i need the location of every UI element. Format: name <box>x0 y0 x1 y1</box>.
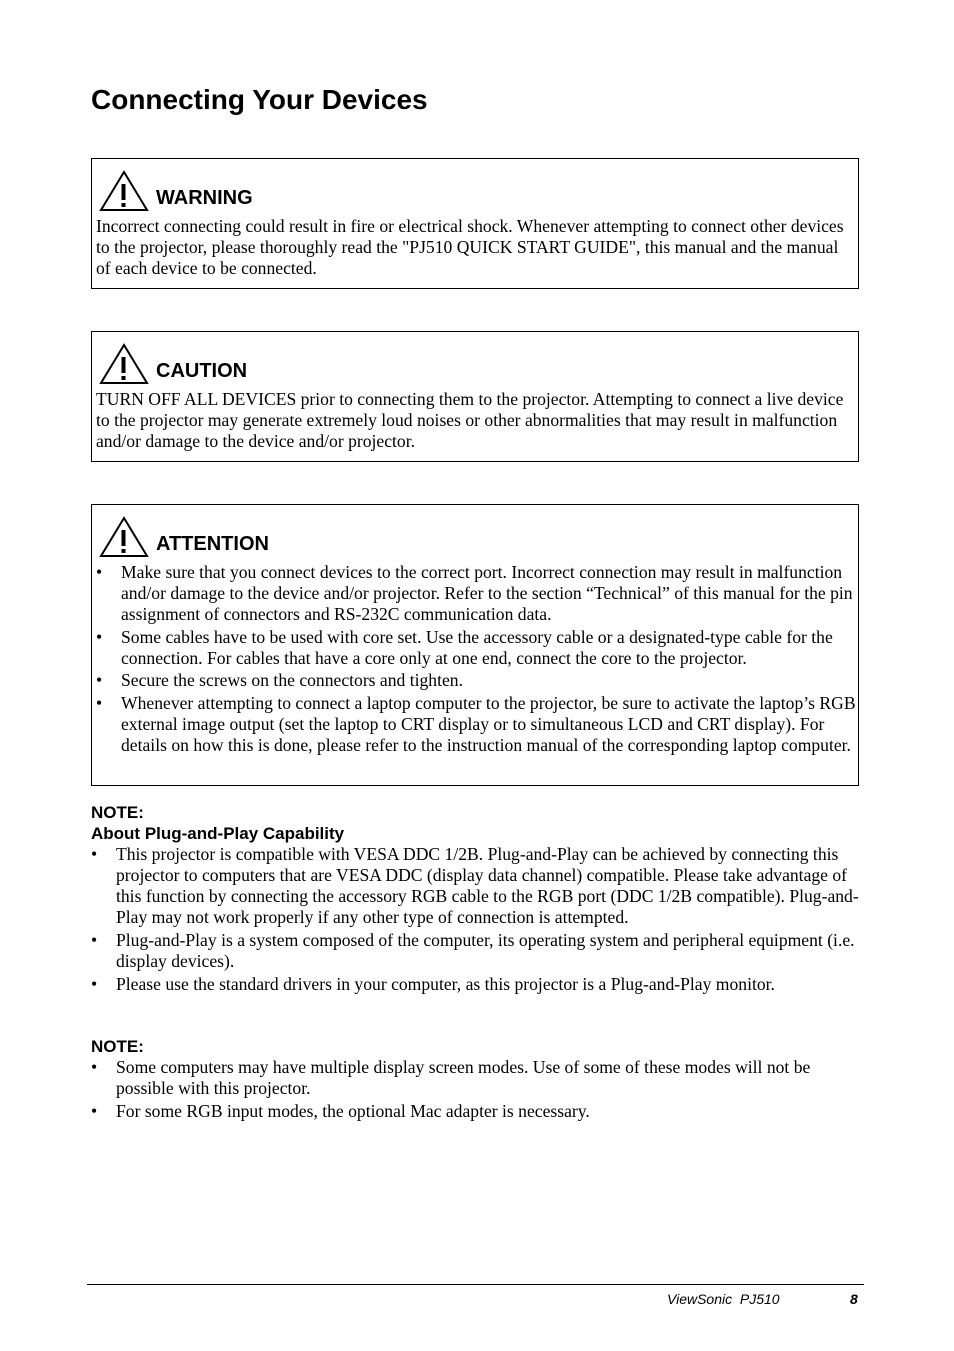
bullet: • <box>96 626 103 647</box>
bullet: • <box>96 693 103 714</box>
bullet: • <box>91 1100 98 1121</box>
attention-box <box>91 504 859 786</box>
list-item-text: Whenever attempting to connect a laptop computer to the projector, be sure to activate the laptop’s RGB external image output (set the laptop to CRT display or to simultaneous LCD and CRT display). For details on how this is done, please refer to the instruction manual of the corresponding laptop computer. <box>121 693 856 756</box>
note-label: NOTE: <box>91 1037 144 1056</box>
attention-label: ATTENTION <box>156 533 269 555</box>
list-item <box>96 693 856 756</box>
list-item <box>91 1057 861 1099</box>
list-item-text: For some RGB input modes, the optional Mac adapter is necessary. <box>116 1100 590 1121</box>
list-item-text: Please use the standard drivers in your computer, as this projector is a Plug-and-Play monitor. <box>116 973 775 994</box>
note-label: NOTE: <box>91 803 144 822</box>
list-item <box>91 930 861 972</box>
page-title: Connecting Your Devices <box>91 84 428 115</box>
note-list <box>91 1057 861 1122</box>
bullet: • <box>91 973 98 994</box>
list-item-text: Secure the screws on the connectors and tighten. <box>121 670 463 691</box>
bullet: • <box>91 1057 98 1077</box>
footer-product: ViewSonic PJ510 <box>667 1291 780 1307</box>
list-item <box>91 844 861 928</box>
list-item <box>96 670 856 691</box>
attention-triangle-icon <box>99 516 149 558</box>
warning-text: Incorrect connecting could result in fire or electrical shock. Whenever attempting to connect other devices to the projector, please thoroughly read the "PJ510 QUICK START GUIDE", this manual and the manual of each device to be connected. <box>96 216 844 279</box>
warning-triangle-icon <box>99 170 149 212</box>
bullet: • <box>91 844 98 864</box>
page-number: 8 <box>850 1291 858 1307</box>
caution-box <box>91 331 859 462</box>
caution-label: CAUTION <box>156 360 248 382</box>
list-item <box>96 627 856 669</box>
footer-divider <box>87 1284 864 1285</box>
caution-triangle-icon <box>99 343 149 385</box>
bullet: • <box>96 562 103 582</box>
list-item-text: Some cables have to be used with core set. Use the accessory cable or a designated-type cable for the connection. For cables that have a core only at one end, connect the core to the projector. <box>121 626 833 668</box>
note-subtitle: About Plug-and-Play Capability <box>91 824 345 843</box>
warning-box <box>91 158 859 289</box>
list-item <box>91 974 861 995</box>
list-item <box>91 1101 861 1122</box>
list-item-text: Make sure that you connect devices to the correct port. Incorrect connection may result in malfunction and/or damage to the device and/or projector. Refer to the section “Technical” of this manual for the pin assignment of connectors and RS-232C communication data. <box>121 562 853 625</box>
list-item-text: Plug-and-Play is a system composed of the computer, its operating system and peripheral equipment (i.e. display devices). <box>116 929 855 971</box>
list-item-text: This projector is compatible with VESA DDC 1/2B. Plug-and-Play can be achieved by connecting this projector to computers that are VESA DDC (display data channel) compatible. Please take advantage of this function by connecting the accessory RGB cable to the RGB port (DDC 1/2B compatible). Plug-and-Play may not work properly if any other type of connection is attempted. <box>116 844 859 928</box>
list-item-text: Some computers may have multiple display screen modes. Use of some of these modes will not be possible with this projector. <box>116 1057 811 1099</box>
list-item <box>96 562 856 625</box>
warning-label: WARNING <box>156 187 253 209</box>
bullet: • <box>96 670 103 691</box>
caution-text: TURN OFF ALL DEVICES prior to connecting them to the projector. Attempting to connect a live device to the projector may generate extremely loud noises or other abnormalities that may result in malfunction and/or damage to the device and/or projector. <box>96 389 844 452</box>
attention-list <box>96 562 856 756</box>
bullet: • <box>91 929 98 950</box>
note-list <box>91 844 861 995</box>
